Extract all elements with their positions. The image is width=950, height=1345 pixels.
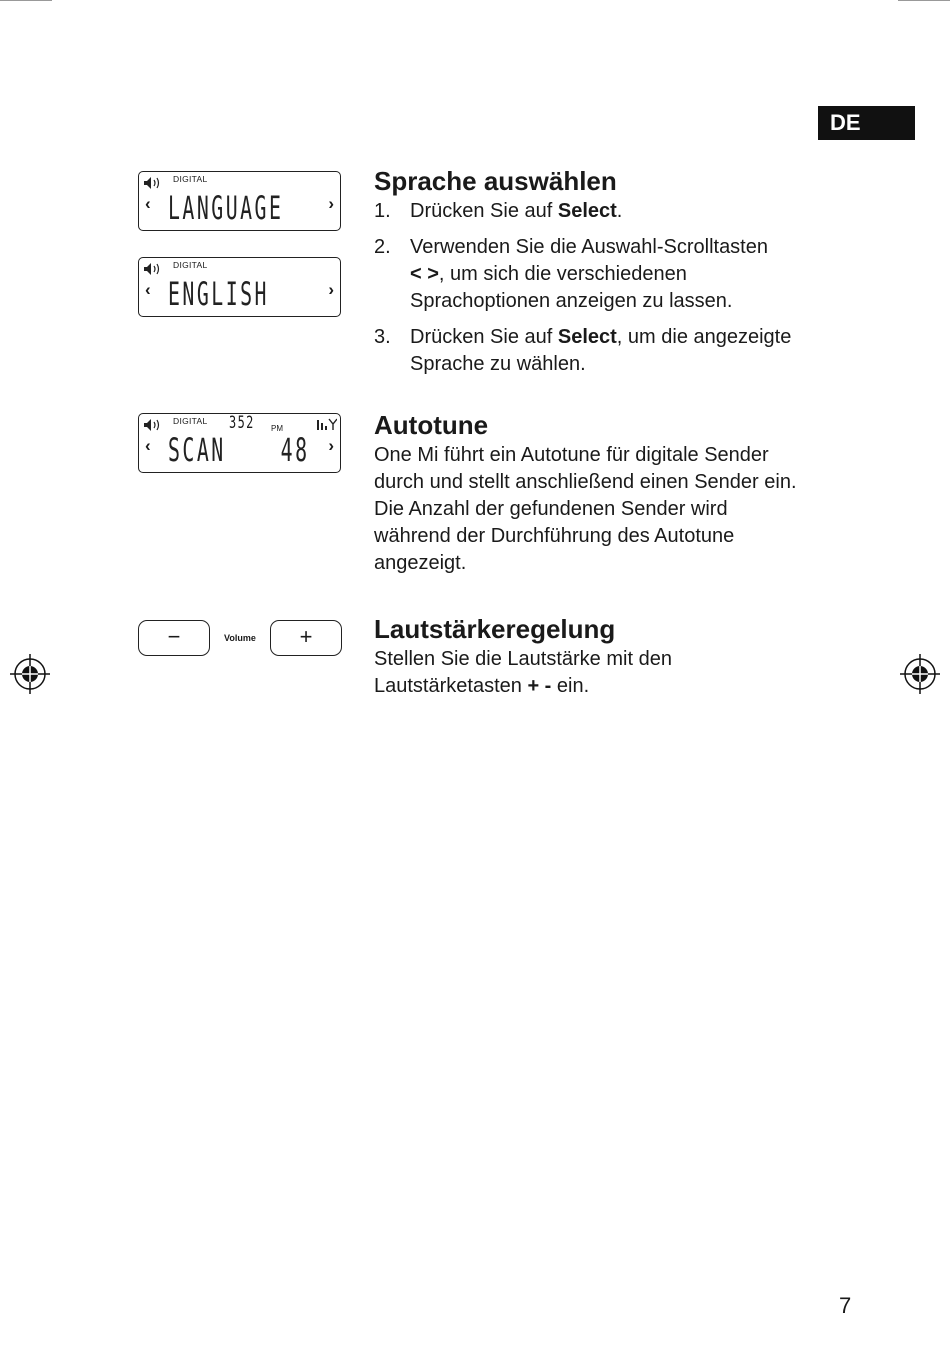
- volume-up-button: +: [270, 620, 342, 656]
- digital-label: DIGITAL: [173, 260, 208, 270]
- left-arrow-icon: ‹: [145, 194, 151, 213]
- right-arrow-icon: ›: [328, 280, 334, 299]
- left-arrow-icon: ‹: [145, 436, 151, 455]
- signal-strength-icon: [317, 418, 337, 430]
- step-number: 2.: [374, 236, 391, 258]
- lcd-text: LANGUAGE: [168, 189, 284, 227]
- clock-time: 352: [229, 413, 255, 433]
- section-body: One Mi führt ein Autotune für digitale Sender durch und stellt anschließend einen Sender ein. Die Anzahl der gefundenen Sender wird während der Durchführung des Autotune angezeigt.: [374, 444, 797, 574]
- step-text: Verwenden Sie die Auswahl-Scrolltasten: [410, 236, 768, 258]
- step-bold: < >: [410, 263, 439, 285]
- body-text: Stellen Sie die Lautstärke mit den Lautstärketasten: [374, 648, 672, 697]
- list-item: [374, 198, 814, 225]
- left-arrow-icon: ‹: [145, 280, 151, 299]
- digital-label: DIGITAL: [173, 174, 208, 184]
- page-number: 7: [839, 1293, 852, 1318]
- volume-label: Volume: [224, 633, 256, 643]
- crop-mark-right: [898, 0, 950, 1]
- section-body: [374, 646, 704, 700]
- crop-mark-left: [0, 0, 52, 1]
- step-number: 1.: [374, 200, 391, 222]
- steps-list: [374, 198, 814, 378]
- step-bold: Select: [557, 200, 617, 222]
- speaker-icon: [143, 176, 163, 190]
- step-number: 3.: [374, 326, 391, 348]
- section-title: Sprache auswählen: [374, 166, 617, 196]
- right-arrow-icon: ›: [328, 194, 334, 213]
- registration-mark-icon: [10, 654, 50, 694]
- lcd-text: SCAN: [168, 431, 226, 469]
- lcd-text: ENGLISH: [168, 275, 269, 313]
- speaker-icon: [143, 262, 163, 276]
- step-text: Drücken Sie auf: [410, 326, 558, 348]
- body-text: ein.: [551, 675, 590, 697]
- lcd-display-language: [138, 171, 341, 231]
- lcd-station-count: 48: [281, 431, 310, 469]
- lcd-display-scan: [138, 413, 341, 473]
- section-autotune: [374, 408, 804, 577]
- language-badge: DE: [818, 106, 915, 140]
- clock-ampm: PM: [271, 424, 283, 433]
- lcd-display-english: [138, 257, 341, 317]
- step-text: .: [616, 200, 623, 222]
- section-lautstaerke: [374, 612, 704, 700]
- step-text: Drücken Sie auf: [410, 200, 558, 222]
- section-title: Autotune: [374, 410, 489, 440]
- section-title: Lautstärkeregelung: [374, 614, 616, 644]
- list-item: [374, 324, 814, 378]
- body-bold: + -: [527, 675, 552, 697]
- section-sprache: [374, 164, 814, 387]
- step-text: , um die angezeigte Sprache zu wählen.: [410, 326, 792, 375]
- volume-down-button: −: [138, 620, 210, 656]
- step-text: , um sich die verschiedenen Sprachoptionen anzeigen zu lassen.: [410, 263, 733, 312]
- list-item: [374, 234, 814, 315]
- step-bold: Select: [557, 326, 617, 348]
- registration-mark-icon: [900, 654, 940, 694]
- speaker-icon: [143, 418, 163, 432]
- right-arrow-icon: ›: [328, 436, 334, 455]
- digital-label: DIGITAL: [173, 416, 208, 426]
